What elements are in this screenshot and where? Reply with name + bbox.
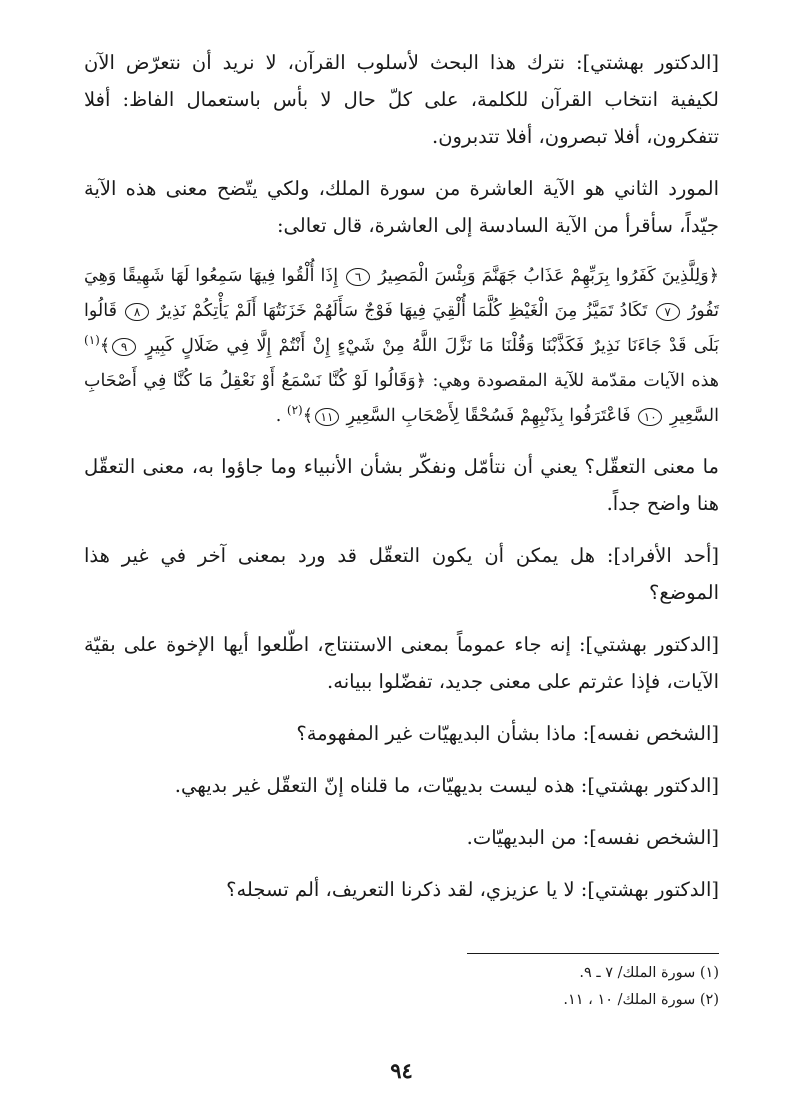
verse-10: وَقَالُوا لَوْ كُنَّا نَسْمَعُ أَوْ نَعْقِلُ مَا كُنَّا فِي أَصْحَابِ السَّعِيرِ (84, 371, 719, 426)
ornate-bracket-open-2: ﴿ (415, 371, 426, 391)
footnote-ref-1: (١) (84, 333, 100, 348)
verse-number-6: ٦ (346, 268, 370, 286)
footnote-2: (٢) سورة الملك/ ١٠ ، ١١. (563, 992, 719, 1008)
verse-number-9: ٩ (112, 338, 136, 356)
footnote-ref-2: (٢) (286, 403, 303, 418)
ornate-bracket-open: ﴿ (708, 266, 719, 286)
quran-intro-text: هذه الآيات مقدّمة للآية المقصودة وهي: (432, 371, 719, 391)
paragraph-3: ما معنى التعقّل؟ يعني أن نتأمّل ونفكّر بشأن الأنبياء وما جاؤوا به، معنى التعقّل هنا واضح جداً. (84, 455, 719, 515)
verse-11: فَاعْتَرَفُوا بِذَنْبِهِمْ فَسُحْقًا لِأَصْحَابِ السَّعِيرِ (346, 406, 631, 426)
quran-passage (84, 259, 719, 434)
verse-number-8: ٨ (125, 303, 149, 321)
verse-number-10: ١٠ (638, 408, 662, 426)
paragraph-6: [الشخص نفسه]: ماذا بشأن البديهيّات غير المفهومة؟ (296, 722, 719, 745)
footnote-separator (467, 953, 719, 954)
paragraph-5: [الدكتور بهشتي]: إنه جاء عموماً بمعنى الاستنتاج، اطّلعوا أيها الإخوة على بقيّة الآيات، فإذا عثرتم على معنى جديد، تفضّلوا ببيانه. (84, 633, 719, 693)
verse-7: إِذَا أُلْقُوا فِيهَا سَمِعُوا لَهَا شَهِيقًا وَهِيَ تَفُورُ (84, 266, 719, 321)
verse-9: قَالُوا بَلَى قَدْ جَاءَنَا نَذِيرٌ فَكَذَّبْنَا وَقُلْنَا مَا نَزَّلَ اللَّهُ مِنْ شَيْءٍ إِنْ أَنْتُمْ إِلَّا فِي ضَلَالٍ كَبِيرٍ (84, 301, 719, 356)
verse-6: وَلِلَّذِينَ كَفَرُوا بِرَبِّهِمْ عَذَابُ جَهَنَّمَ وَبِئْسَ الْمَصِيرُ (378, 266, 709, 286)
ornate-bracket-close-2: ﴾ (302, 406, 313, 426)
page-body (84, 44, 719, 923)
verse-8: تَكَادُ تَمَيَّزُ مِنَ الْغَيْظِ كُلَّمَا أُلْقِيَ فِيهَا فَوْجٌ سَأَلَهُمْ خَزَنَتُهَا أَلَمْ يَأْتِكُمْ نَذِيرٌ (157, 301, 648, 321)
paragraph-2: المورد الثاني هو الآية العاشرة من سورة الملك، ولكي يتّضح معنى هذه الآية جيّداً، سأقرأ من الآية السادسة إلى العاشرة، قال تعالى: (84, 177, 719, 237)
footnote-1: (١) سورة الملك/ ٧ ـ ٩. (579, 965, 719, 981)
verse-number-11: ١١ (315, 408, 339, 426)
page-number: ٩٤ (390, 1058, 413, 1083)
paragraph-9: [الدكتور بهشتي]: لا يا عزيزي، لقد ذكرنا التعريف، ألم تسجله؟ (226, 878, 719, 901)
verse-number-7: ٧ (656, 303, 680, 321)
ornate-bracket-close: ﴾ (99, 336, 111, 356)
footnotes (84, 960, 719, 1014)
paragraph-8: [الشخص نفسه]: من البديهيّات. (466, 826, 719, 849)
quran-end-period: . (275, 406, 282, 426)
paragraph-7: [الدكتور بهشتي]: هذه ليست بديهيّات، ما قلناه إنّ التعقّل غير بديهي. (174, 774, 719, 797)
paragraph-1: [الدكتور بهشتي]: نترك هذا البحث لأسلوب القرآن، لا نريد أن نتعرّض الآن لكيفية انتخاب القرآن للكلمة، على كلّ حال لا بأس باستعمال الفاظ: أفلا تتفكرون، أفلا تبصرون، أفلا تتدبرون. (84, 51, 719, 148)
paragraph-4: [أحد الأفراد]: هل يمكن أن يكون التعقّل قد ورد بمعنى آخر في غير هذا الموضع؟ (84, 544, 719, 604)
